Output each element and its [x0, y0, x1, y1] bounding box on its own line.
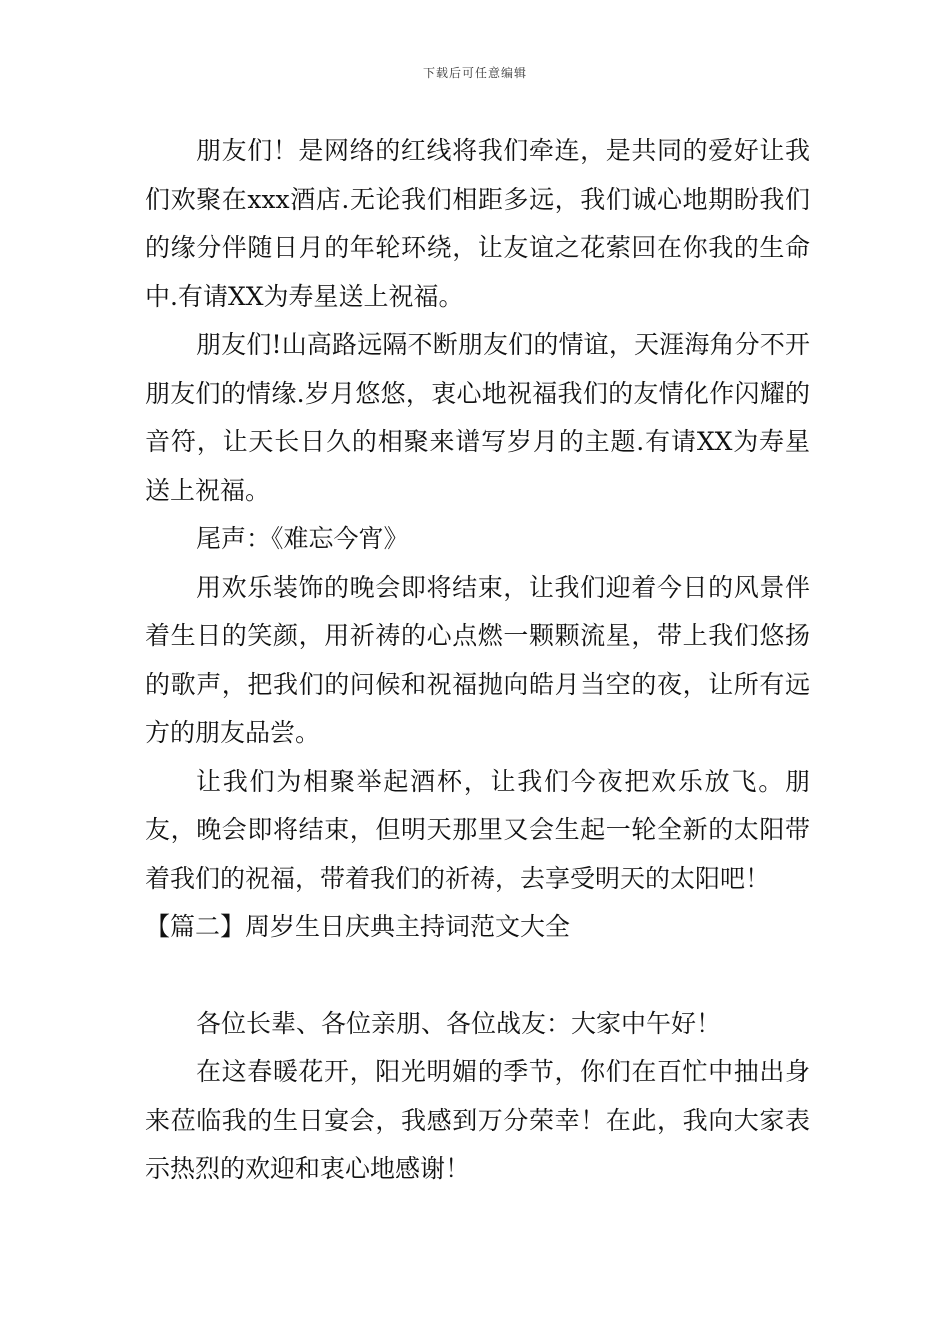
- section-heading: 【篇二】周岁生日庆典主持词范文大全: [145, 912, 571, 941]
- paragraph-friends-mountains: 朋友们!山高路远隔不断朋友们的情谊，天涯海角分不开朋友们的情缘.岁月悠悠，衷心地祝福我们的友情化作闪耀的音符，让天长日久的相聚来谱写岁月的主题.有请XX为寿星送上祝福。: [145, 330, 810, 505]
- paragraph-raise-glasses: 让我们为相聚举起酒杯，让我们今夜把欢乐放飞。朋友，晚会即将结束，但明天那里又会生起一轮全新的太阳带着我们的祝福，带着我们的祈祷，去享受明天的太阳吧！: [145, 766, 810, 893]
- paragraph-friends-network: 朋友们！是网络的红线将我们牵连，是共同的爱好让我们欢聚在xxx酒店.无论我们相距多远，我们诚心地期盼我们的缘分伴随日月的年轮环绕，让友谊之花萦回在你我的生命中.有请XX为寿星送上祝福。: [145, 136, 810, 311]
- document-body: [145, 127, 810, 1194]
- blank-line: [145, 952, 810, 1000]
- paragraph-epilogue-title: 尾声：《难忘今宵》: [196, 524, 409, 553]
- paragraph-party-ending: 用欢乐装饰的晚会即将结束，让我们迎着今日的风景伴着生日的笑颜，用祈祷的心点燃一颗颗流星，带上我们悠扬的歌声，把我们的问候和祝福抛向皓月当空的夜，让所有远方的朋友品尝。: [145, 572, 810, 747]
- paragraph-thanks: 在这春暖花开，阳光明媚的季节，你们在百忙中抽出身来莅临我的生日宴会，我感到万分荣幸！在此，我向大家表示热烈的欢迎和衷心地感谢！: [145, 1057, 810, 1183]
- page-header: 下载后可任意编辑: [422, 66, 527, 80]
- paragraph-greeting: 各位长辈、各位亲朋、各位战友：大家中午好！: [196, 1008, 722, 1038]
